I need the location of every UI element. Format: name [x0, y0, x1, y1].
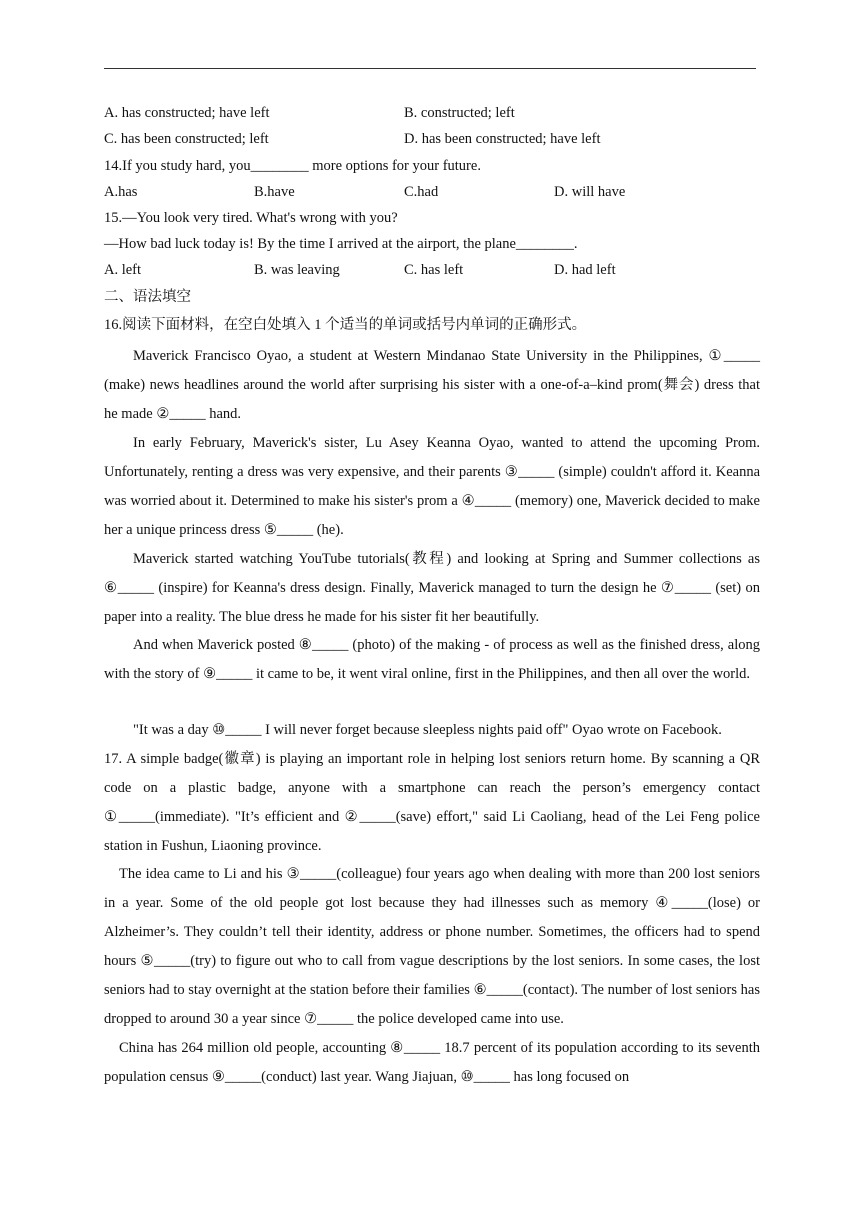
- q16-p4-text: And when Maverick posted ⑧_____ (photo) of the making - of process as well as the finished dress, along with the story of ⑨_____ it came to be, it went viral online, first in the Philippines, and then all over the world.: [104, 637, 760, 682]
- q16-paragraph-3: [104, 545, 760, 632]
- q14-option-b: B.have: [254, 184, 295, 200]
- header-rule: [104, 68, 756, 69]
- q14-option-d: D. will have: [554, 184, 626, 200]
- q16-paragraph-1: [104, 342, 760, 429]
- q17-p2-text: The idea came to Li and his ③_____(colleague) four years ago when dealing with more than 200 lost seniors in a year. Some of the old people got lost because they had illnesses such as memory ④_____(lose) or Alzheimer’s. They couldn’t tell their identity, address or phone number. Sometimes, the officers had to spend hours ⑤_____(try) to figure out who to call from vague descriptions by the lost seniors. In some cases, the lost seniors had to stay overnight at the station before their families ⑥_____(contact). The number of lost seniors has dropped to around 30 a year since ⑦_____ the police developed came into use.: [104, 866, 760, 1027]
- q17-paragraph-1: [104, 745, 760, 861]
- q17-paragraph-2: [104, 860, 760, 1034]
- q15-option-c: C. has left: [404, 262, 464, 278]
- q17-p3-text: China has 264 million old people, accounting ⑧_____ 18.7 percent of its population according to its seventh population census ⑨_____(conduct) last year. Wang Jiajuan, ⑩_____ has long focused on: [104, 1040, 760, 1085]
- q13-option-d: D. has been constructed; have left: [404, 131, 601, 147]
- q16-p3-text: Maverick started watching YouTube tutorials(教程) and looking at Spring and Summer collections as ⑥_____ (inspire) for Keanna's dress design. Finally, Maverick managed to turn the design he ⑦_____ (set) on paper into a reality. The blue dress he made for his sister fit her beautifully.: [104, 551, 760, 625]
- q15-option-d: D. had left: [554, 262, 616, 278]
- q13-option-a: A. has constructed; have left: [104, 105, 270, 121]
- q15-option-a: A. left: [104, 262, 142, 278]
- q15-stem-2: —How bad luck today is! By the time I arrived at the airport, the plane________.: [104, 236, 578, 252]
- q13-option-c: C. has been constructed; left: [104, 131, 269, 147]
- q16-p1-text: Maverick Francisco Oyao, a student at Western Mindanao State University in the Philippines, ①_____ (make) news headlines around the world after surprising his sister with a one-of-a–kind prom(舞会) dress that he made ②_____ hand.: [104, 348, 760, 422]
- q14-option-a: A.has: [104, 184, 138, 200]
- q16-paragraph-2: [104, 429, 760, 545]
- q17-p1-text: 17. A simple badge(徽章) is playing an important role in helping lost seniors return home. By scanning a QR code on a plastic badge, anyone with a smartphone can reach the person’s emergency contact ①_____(immediate). "It’s efficient and ②_____(save) effort," said Li Caoliang, head of the Lei Feng police station in Fushun, Liaoning province.: [104, 751, 760, 854]
- q16-instruction: 16.阅读下面材料，在空白处填入 1 个适当的单词或括号内单词的正确形式。: [104, 317, 587, 333]
- q17-paragraph-3: [104, 1034, 760, 1092]
- q16-paragraph-4: [104, 631, 760, 689]
- q14-stem: 14.If you study hard, you________ more options for your future.: [104, 158, 481, 174]
- q14-option-c: C.had: [404, 184, 439, 200]
- q16-paragraph-5: [104, 716, 760, 745]
- q16-p5-text: "It was a day ⑩_____ I will never forget because sleepless nights paid off" Oyao wrote on Facebook.: [133, 722, 722, 738]
- q13-option-b: B. constructed; left: [404, 105, 515, 121]
- q15-stem-1: 15.—You look very tired. What's wrong with you?: [104, 210, 398, 226]
- section-title: 二、语法填空: [104, 289, 191, 305]
- q15-option-b: B. was leaving: [254, 262, 340, 278]
- q16-p2-text: In early February, Maverick's sister, Lu Asey Keanna Oyao, wanted to attend the upcoming Prom. Unfortunately, renting a dress was very expensive, and their parents ③_____ (simple) couldn't afford it. Keanna was worried about it. Determined to make his sister's prom a ④_____ (memory) one, Maverick decided to make her a unique princess dress ⑤_____ (he).: [104, 435, 760, 538]
